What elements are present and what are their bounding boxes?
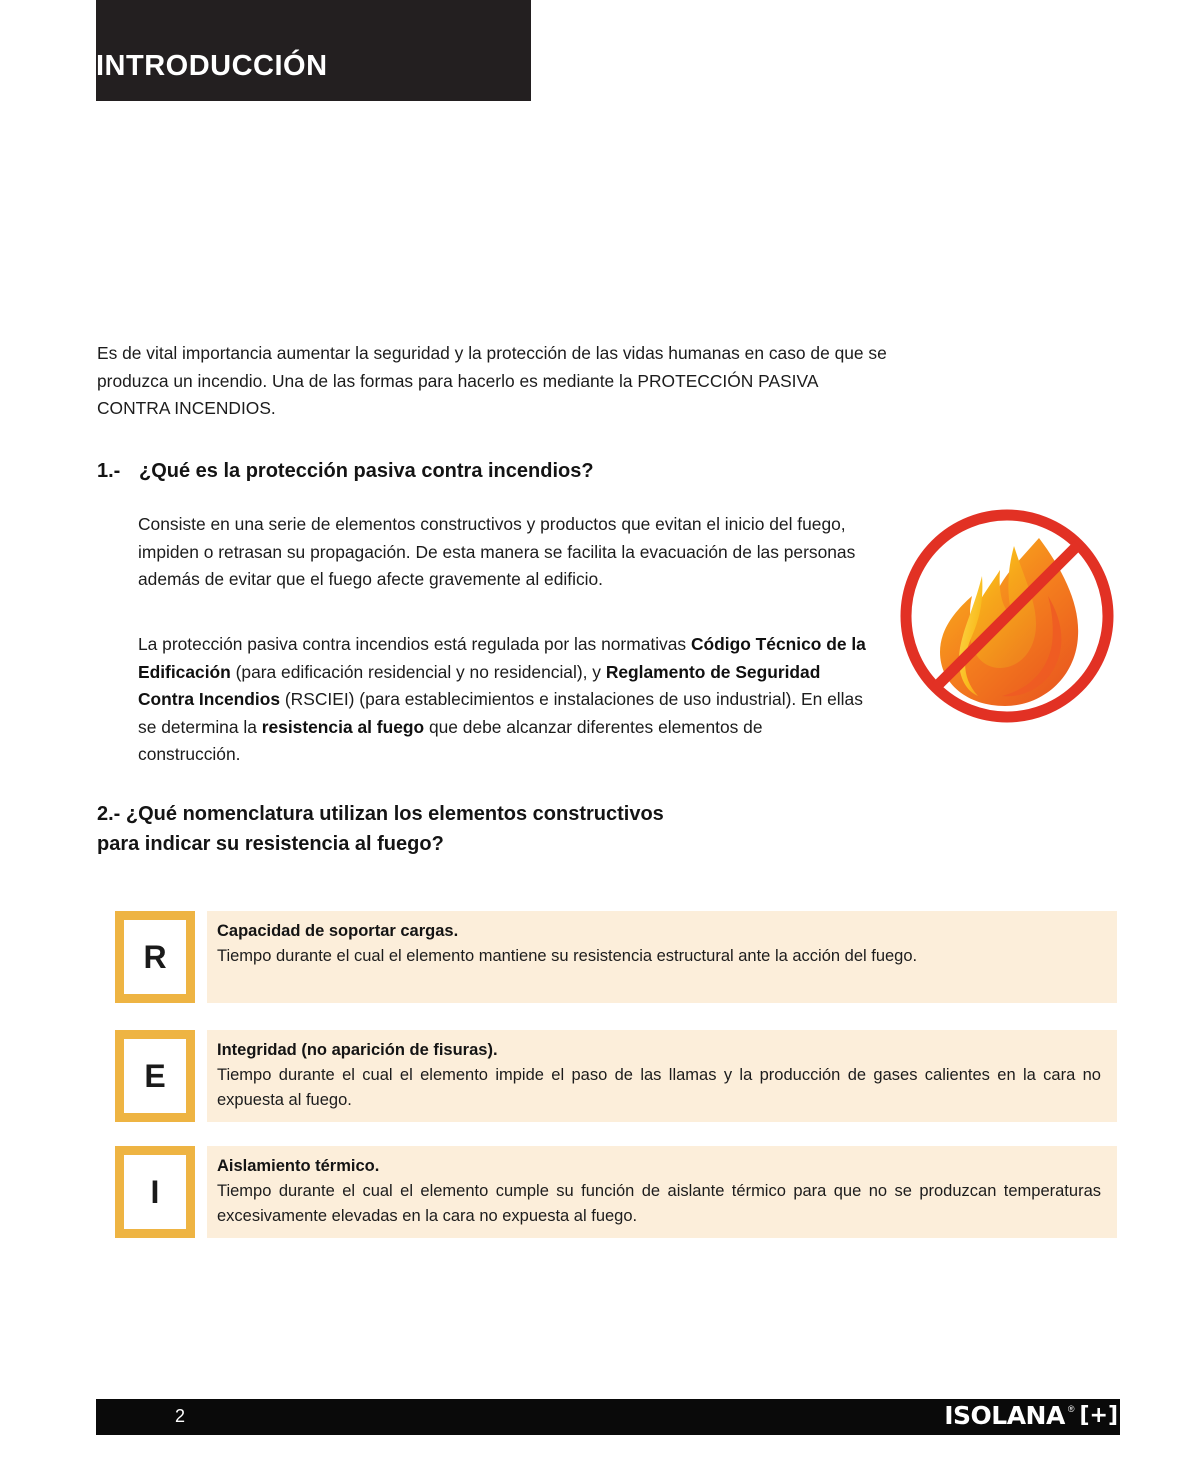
section2-heading [97,799,947,859]
nomenclature-description: Tiempo durante el cual el elemento impide el paso de las llamas y la producción de gases calientes en la cara no expuesta al fuego. [217,1066,1101,1109]
nomenclature-item [115,911,1117,1003]
nomenclature-letter: R [143,939,167,975]
no-fire-icon [896,500,1118,732]
nomenclature-description: Tiempo durante el cual el elemento mantiene su resistencia estructural ante la acción del fuego. [217,947,918,965]
section1-paragraph-2 [138,631,868,769]
section1-paragraph-1: Consiste en una serie de elementos constructivos y productos que evitan el inicio del fuego, impiden o retrasan su propagación. De esta manera se facilita la evacuación de las personas además de evitar que el fuego afecte gravemente al edificio. [138,514,856,589]
nomenclature-title: Aislamiento térmico. [217,1157,380,1175]
p2-text-2: (para edificación residencial y no residencial), y [230,661,606,682]
nomenclature-item [115,1146,1117,1238]
section1-number: 1.- [97,460,121,482]
p2-text-4: que debe alcanzar diferentes elementos de construcción. [138,716,763,764]
nomenclature-description: Tiempo durante el cual el elemento cumple su función de aislante térmico para que no se produzcan temperaturas excesivamente elevadas en la cara no expuesta al fuego. [217,1182,1101,1225]
logo-wordmark: ISOLANA [944,1401,1065,1430]
nomenclature-item [115,1030,1117,1122]
isolana-logo [944,1403,1118,1428]
nomenclature-letter: E [144,1058,166,1094]
page-title: INTRODUCCIÓN [96,50,328,82]
intro-paragraph: Es de vital importancia aumentar la seguridad y la protección de las vidas humanas en caso de que se produzca un incendio. Una de las formas para hacerlo es mediante la PROTECCIÓN PASIVA CONTRA INCENDIOS. [97,343,887,418]
p2-text-3: (RSCIEI) (para establecimientos e instalaciones de uso industrial). En ellas se determina la [138,689,863,737]
section1-heading [97,460,897,483]
nomenclature-title: Capacidad de soportar cargas. [217,922,459,940]
nomenclature-letter-box [115,911,195,1003]
section2-heading-line1: 2.- ¿Qué nomenclatura utilizan los elementos constructivos [97,803,664,825]
p2-bold-3: resistencia al fuego [261,716,425,737]
nomenclature-panel [207,1146,1117,1238]
logo-plus-mark: [+] [1079,1402,1118,1428]
p2-bold-2: Reglamento de Seguridad Contra Incendios [138,661,821,709]
section1-heading-text: ¿Qué es la protección pasiva contra incendios? [139,460,594,482]
p2-bold-1: Código Técnico de la Edificación [138,634,866,682]
p2-text-1: La protección pasiva contra incendios está regulada por las normativas [138,634,691,654]
nomenclature-title: Integridad (no aparición de fisuras). [217,1041,498,1059]
nomenclature-letter-box [115,1030,195,1122]
nomenclature-panel [207,911,1117,1003]
page-number: 2 [175,1406,186,1426]
nomenclature-panel [207,1030,1117,1122]
nomenclature-letter: I [150,1174,160,1210]
registered-trademark-icon: ® [1067,1404,1075,1414]
section2-heading-line2: para indicar su resistencia al fuego? [97,833,444,855]
nomenclature-letter-box [115,1146,195,1238]
